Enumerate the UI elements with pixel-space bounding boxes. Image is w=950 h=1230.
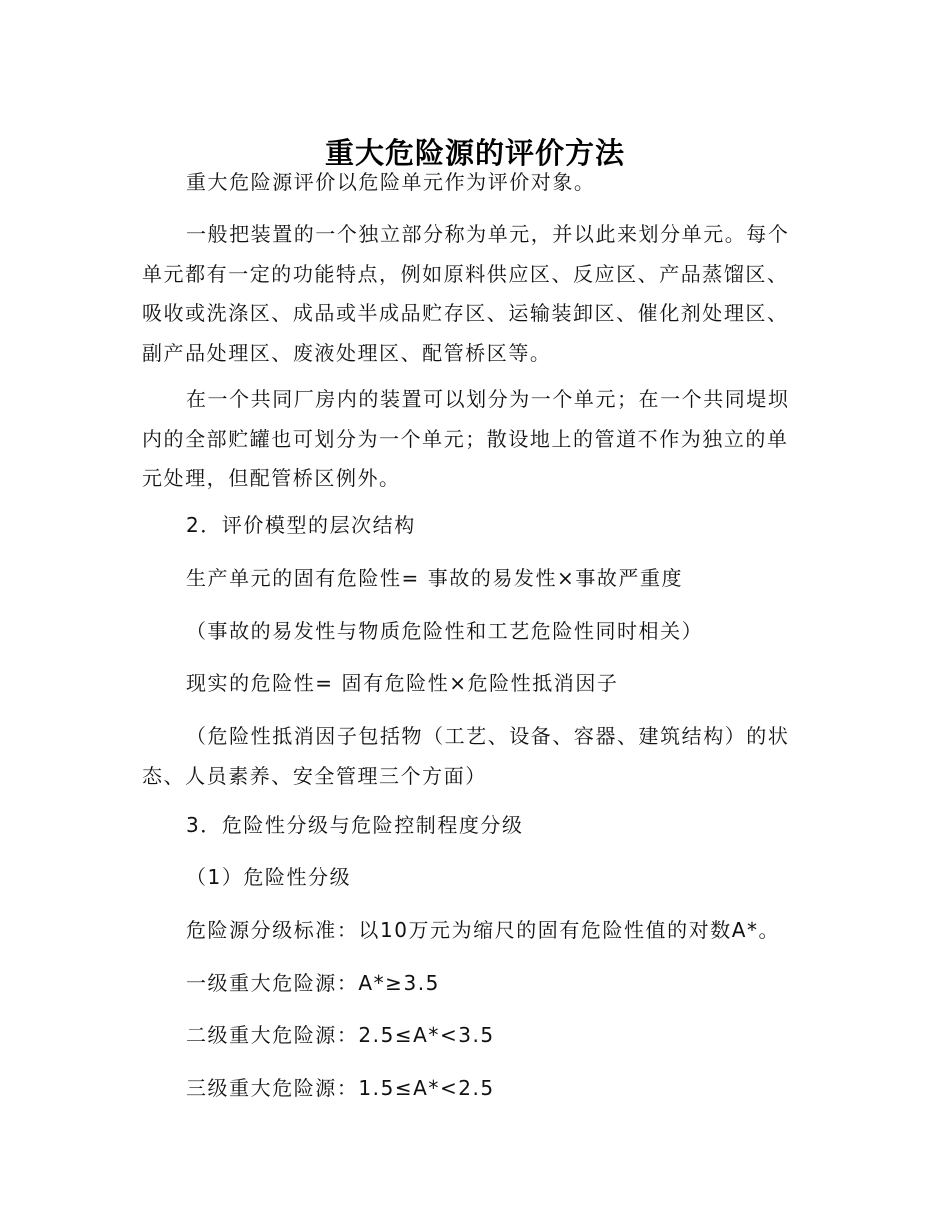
document-title: 重大危险源的评价方法 bbox=[324, 136, 625, 171]
subheading-risk-grading: （1）危险性分级 bbox=[186, 865, 352, 889]
grade-level-three: 三级重大危险源：1.5≤A*<2.5 bbox=[186, 1076, 495, 1100]
section-heading-risk-grading: 3．危险性分级与危险控制程度分级 bbox=[186, 813, 524, 837]
note-accident-likelihood: （事故的易发性与物质危险性和工艺危险性同时相关） bbox=[186, 619, 704, 643]
formula-actual-risk: 现实的危险性= 固有危险性×危险性抵消因子 bbox=[186, 671, 619, 695]
formula-inherent-risk: 生产单元的固有危险性= 事故的易发性×事故严重度 bbox=[186, 566, 684, 590]
note-offset-factors: （危险性抵消因子包括物（工艺、设备、容器、建筑结构）的状态、人员素养、安全管理三个方面） bbox=[142, 724, 790, 788]
grade-level-one: 一级重大危险源：A*≥3.5 bbox=[186, 971, 440, 995]
paragraph-grading-standard: 危险源分级标准：以10万元为缩尺的固有危险性值的对数A*。 bbox=[186, 918, 781, 942]
section-heading-model-structure: 2．评价模型的层次结构 bbox=[186, 513, 416, 537]
paragraph-unit-division: 在一个共同厂房内的装置可以划分为一个单元；在一个共同堤坝内的全部贮罐也可划分为一个单元；散设地上的管道不作为独立的单元处理，但配管桥区例外。 bbox=[142, 387, 790, 490]
paragraph-evaluation-object: 重大危险源评价以危险单元作为评价对象。 bbox=[186, 170, 596, 194]
paragraph-unit-definition: 一般把装置的一个独立部分称为单元，并以此来划分单元。每个单元都有一定的功能特点，例如原料供应区、反应区、产品蒸馏区、吸收或洗涤区、成品或半成品贮存区、运输装卸区、催化剂处理区、副产品处理区、废液处理区、配管桥区等。 bbox=[142, 222, 790, 365]
grade-level-two: 二级重大危险源：2.5≤A*<3.5 bbox=[186, 1023, 495, 1047]
